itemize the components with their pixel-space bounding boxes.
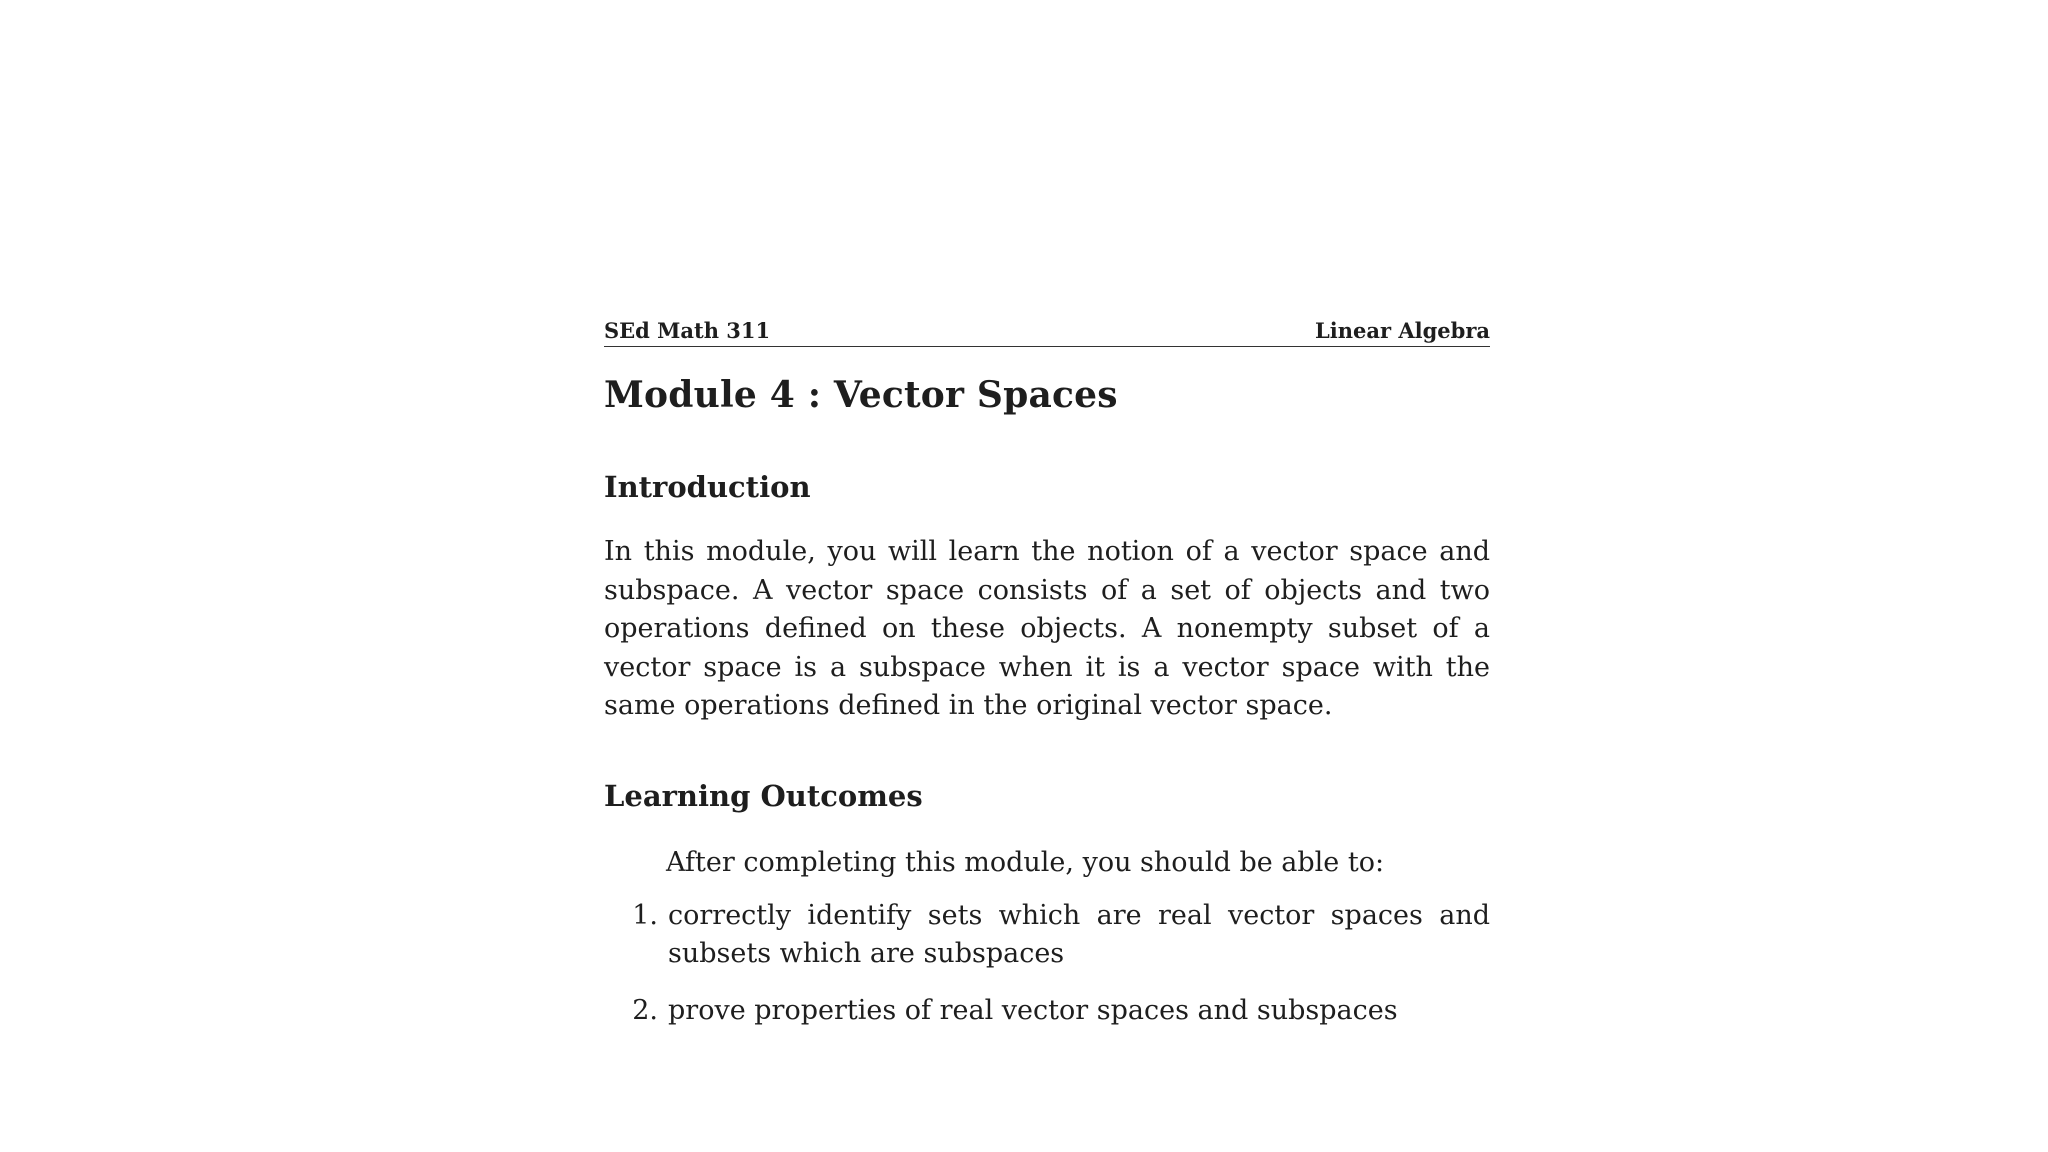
outcome-number: 2.: [632, 994, 658, 1026]
outcomes-lead-sentence: After completing this module, you should be able to:: [666, 846, 1385, 878]
running-header: [604, 318, 1490, 347]
document-page: [604, 318, 1490, 1048]
outcome-item: [604, 992, 1490, 1031]
outcome-text: correctly identify sets which are real vector spaces and subsets which are subspaces: [668, 899, 1490, 969]
course-title: Linear Algebra: [1314, 318, 1490, 343]
introduction-paragraph: In this module, you will learn the notion of a vector space and subspace. A vector space consists of a set of objects and two operations defined on these objects. A nonempty subset of a vector space is a subspace when it is a vector space with the same operations defined in the original vector space.: [604, 536, 1490, 721]
course-code: SEd Math 311: [604, 318, 771, 343]
module-title: Module 4 : Vector Spaces: [604, 374, 1118, 416]
learning-outcomes-heading: Learning Outcomes: [604, 778, 923, 813]
outcomes-list: [604, 897, 1490, 1031]
outcome-item: [604, 897, 1490, 974]
introduction-heading: Introduction: [604, 470, 811, 504]
outcome-number: 1.: [632, 899, 658, 931]
outcome-text: prove properties of real vector spaces and subspaces: [668, 994, 1398, 1026]
